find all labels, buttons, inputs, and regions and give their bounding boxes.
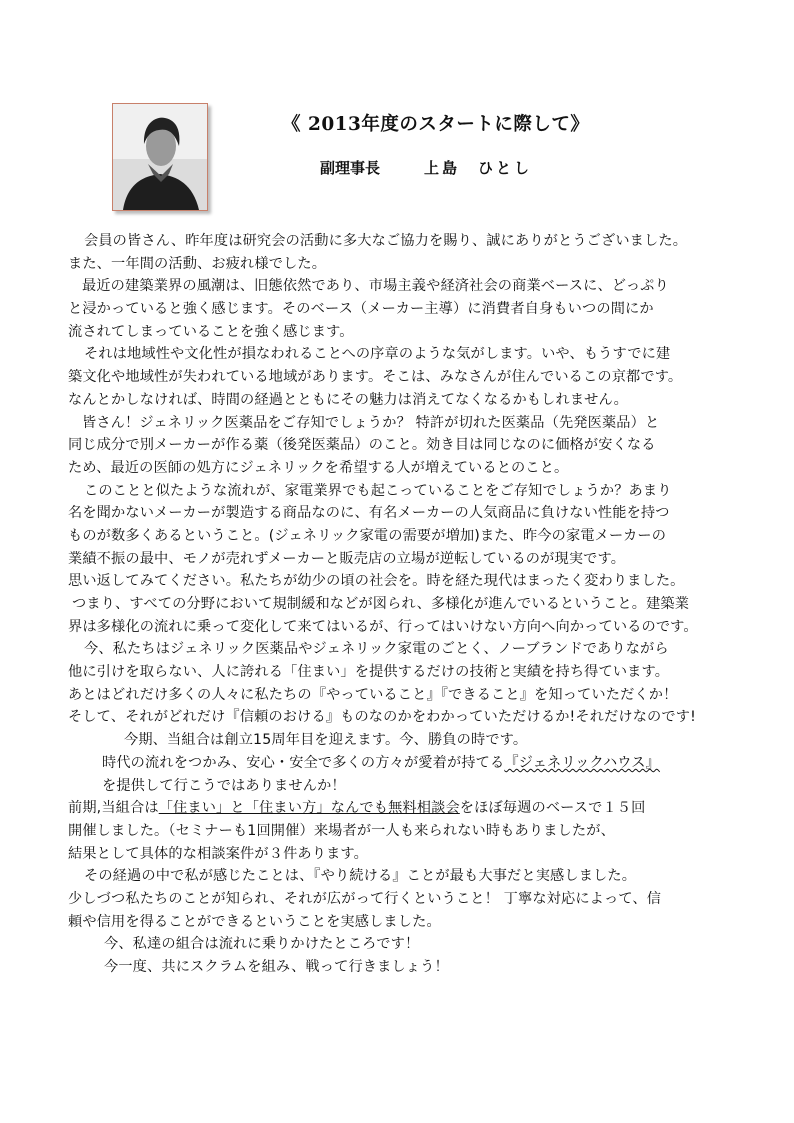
paragraph-line: 結果として具体的な相談案件が３件あります。 (68, 845, 368, 862)
paragraph-line: を提供して行こうではありませんか！ (102, 777, 346, 794)
paragraph-line: と浸かっていると強く感じます。そのベース（メーカー主導）に消費者自身もいつの間にか (68, 301, 654, 318)
paragraph-line: 皆さん！ジェネリック医薬品をご存知でしょうか？ 特許が切れた医薬品（先発医薬品）と (82, 414, 660, 431)
paragraph-line: その経過の中で私が感じたことは、『やり続ける』ことが最も大事だと実感しました。 (84, 868, 637, 885)
paragraph-line: 会員の皆さん、昨年度は研究会の活動に多大なご協力を賜り、誠にありがとうございました。 (84, 233, 688, 249)
paragraph-line: あとはどれだけ多くの人々に私たちの『やっていること』『できること』を知っていただくか！ (68, 686, 678, 703)
paragraph-line: 築文化や地域性が失われている地域があります。そこは、みなさんが住んでいるこの京都です。 (68, 369, 683, 386)
paragraph-line: 同じ成分で別メーカーが作る薬（後発医薬品）のこと。効き目は同じなのに価格が安くなる (68, 437, 656, 454)
paragraph-line: 名を聞かないメーカーが製造する商品なのに、有名メーカーの人気商品に負けない性能を持つ (68, 505, 670, 522)
paragraph-line: 業績不振の最中、モノが売れずメーカーと販売店の立場が逆転しているのが現実です。 (68, 550, 626, 567)
free-consultation: 無料相談会 (388, 800, 460, 817)
paragraph-line: このことと似たような流れが、家電業界でも起こっていることをご存知でしょうか？あまり (84, 482, 672, 499)
paragraph-line: また、一年間の活動、お疲れ様でした。 (68, 255, 327, 272)
paragraph-line: 思い返してみてください。私たちが幼少の頃の社会を。時を経た現代はまったく変わりました。 (68, 573, 685, 590)
author-line (320, 157, 532, 178)
paragraph-line: 今、私達の組合は流れに乗りかけたところです！ (104, 936, 420, 953)
page-title: 《 2013年度のスタートに際して》 (282, 114, 590, 135)
paragraph-line: 今一度、共にスクラムを組み、戦って行きましょう！ (104, 959, 449, 975)
author-name: 上島 ひとし (424, 159, 533, 177)
paragraph-line: ものが数多くあるということ。(ジェネリック家電の需要が増加)また、昨今の家電メーカーの (68, 527, 667, 544)
paragraph-line: 頼や信用を得ることができるということを実感しました。 (68, 913, 441, 930)
paragraph-line: 最近の建築業界の風潮は、旧態依然であり、市場主義や経済社会の商業ベースに、どっぷり (82, 278, 669, 295)
paragraph-line: 今、私たちはジェネリック医薬品やジェネリック家電のごとく、ノーブランドでありながら (84, 641, 669, 658)
paragraph-line: なんとかしなければ、時間の経過とともにその魅力は消えてなくなるかもしれません。 (68, 391, 629, 408)
paragraph-line (68, 797, 748, 820)
paragraph-line: ため、最近の医師の処方にジェネリックを希望する人が増えているとのこと。 (68, 459, 569, 476)
line-text: 前期,当組合は (68, 800, 159, 817)
paragraph-line: 今期、当組合は創立15周年目を迎えます。今、勝負の時です。 (124, 732, 528, 749)
article-body (68, 230, 748, 979)
consultation-topic: 「住まい」と「住まい方」なんでも (158, 800, 389, 817)
paragraph-line: 少しづつ私たちのことが知られ、それが広がって行くということ！ 丁寧な対応によって、信 (68, 890, 662, 907)
paragraph-line (68, 752, 748, 775)
paragraph-line: 流されてしまっていることを強く感じます。 (68, 323, 354, 340)
paragraph-line: それは地域性や文化性が損なわれることへの序章のような気がします。いや、もうすでに建 (84, 346, 671, 363)
paragraph-line: 他に引けを取らない、人に誇れる「住まい」を提供するだけの技術と実績を持ち得ています。 (68, 664, 670, 681)
line-text: 時代の流れをつかみ、安心・安全で多くの方々が愛着が持てる (102, 754, 505, 771)
paragraph-line: そして、それがどれだけ『信頼のおける』ものなのかをわかっていただけるか!それだけなのです! (68, 709, 696, 726)
line-text: をほぼ毎週のベースで１５回 (459, 800, 646, 817)
generic-house-phrase: 『ジェネリックハウス』 (504, 754, 660, 771)
paragraph-line: 開催しました。（セミナーも1回開催）来場者が一人も来られない時もありましたが、 (68, 822, 615, 839)
paragraph-line: つまり、すべての分野において規制緩和などが図られ、多様化が進んでいるということ。建築業 (72, 596, 690, 612)
paragraph-line: 界は多様化の流れに乗って変化して来てはいるが、行ってはいけない方向へ向かっているのです。 (68, 618, 698, 635)
author-role: 副理事長 (320, 159, 381, 177)
author-photo (112, 103, 208, 211)
